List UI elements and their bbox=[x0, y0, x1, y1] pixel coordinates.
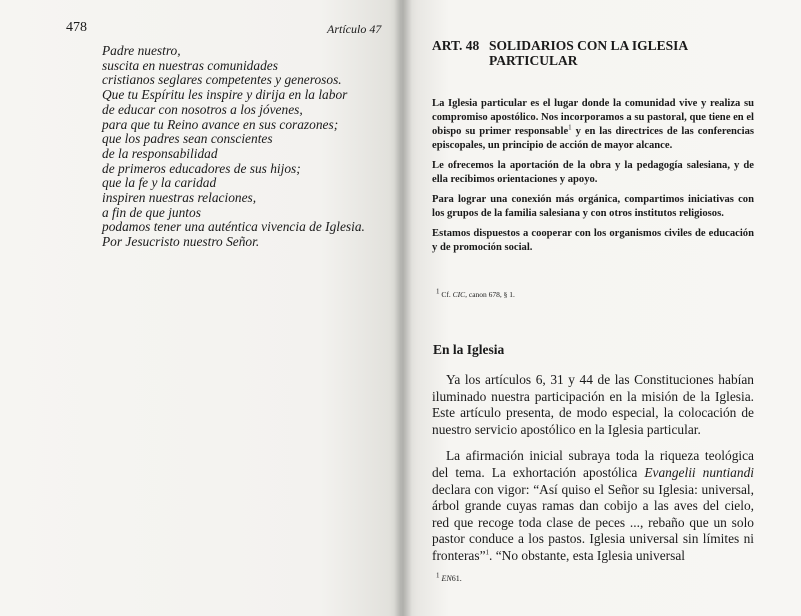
prayer-line: para que tu Reino avance en sus corazones; bbox=[102, 116, 339, 132]
article-text bbox=[432, 97, 754, 261]
prayer-line: suscita en nuestras comunidades bbox=[102, 57, 278, 73]
footnote-ref: 1 bbox=[568, 123, 572, 132]
prayer-line: que los padres sean conscientes bbox=[102, 131, 273, 147]
prayer-line: de la responsabilidad bbox=[102, 145, 218, 161]
article-title-line: SOLIDARIOS CON LA IGLESIA bbox=[489, 38, 689, 53]
article-paragraph: Para lograr una conexión más orgánica, compartimos iniciativas con los grupos de la familia salesiana y con otros institutos religiosos. bbox=[432, 194, 754, 219]
prayer-line: cristianos seglares competentes y generosos. bbox=[102, 72, 342, 88]
prayer-line: de primeros educadores de sus hijos; bbox=[102, 160, 301, 176]
footnote: $^1$ EN61. bbox=[436, 571, 462, 583]
commentary-paragraph: Ya los artículos 6, 31 y 44 de las Constituciones habían iluminado nuestra participación en la misión de la Iglesia. Este artículo presenta, de modo especial, la colocación de nuestro servicio apostólico en la Iglesia particular. bbox=[432, 372, 754, 437]
article-title bbox=[489, 38, 688, 68]
section-title: En la Iglesia bbox=[433, 342, 505, 357]
prayer-line: Padre nuestro, bbox=[102, 43, 181, 58]
commentary-text bbox=[432, 372, 754, 575]
article-paragraph: Estamos dispuestos a cooperar con los organismos civiles de educación y de promoción social. bbox=[432, 228, 754, 253]
article-paragraph: La Iglesia particular es el lugar donde la comunidad vive y realiza su compromiso apostólico. Nos incorporamos a su pastoral, que tiene en el obispo su primer responsable$^1$ y en las directrices de las conferencias episcopales, un principio de acción de mayor alcance. bbox=[432, 98, 754, 151]
running-head: Artículo 47 bbox=[327, 22, 382, 36]
prayer-line: Que tu Espíritu les inspire y dirija en la labor bbox=[102, 87, 348, 103]
commentary-paragraph: La afirmación inicial subraya toda la riqueza teológica del tema. La exhortación apostólica Evangelii nuntiandi declara con vigor: “Así quiso el Señor su Iglesia: universal, árbol grande cuyas ramas dan cobijo a las aves del cielo, red que recoge toda clase de peces ..., rebaño que un solo pastor conduce a los pastos. Iglesia universal sin límites ni fronteras”$^1$. “No obstante, esta Iglesia universal bbox=[432, 448, 754, 563]
page-number: 478 bbox=[66, 20, 87, 35]
prayer-line: de educar con nosotros a los jóvenes, bbox=[102, 101, 303, 117]
prayer-line: a fin de que juntos bbox=[102, 204, 201, 220]
prayer-text bbox=[102, 44, 402, 250]
footnote: $^1$ Cf. CIC, canon 678, § 1. bbox=[436, 287, 515, 299]
prayer-line: podamos tener una auténtica vivencia de Iglesia. bbox=[102, 219, 365, 235]
article-paragraph: Le ofrecemos la aportación de la obra y la pedagogía salesiana, y de ella recibimos orientaciones y apoyo. bbox=[432, 160, 754, 185]
prayer-line: que la fe y la caridad bbox=[102, 175, 217, 191]
prayer-line: Por Jesucristo nuestro Señor. bbox=[102, 234, 260, 250]
article-title-line: PARTICULAR bbox=[489, 53, 578, 68]
article-number: ART. 48 bbox=[432, 38, 480, 53]
prayer-line: inspiren nuestras relaciones, bbox=[102, 190, 257, 206]
